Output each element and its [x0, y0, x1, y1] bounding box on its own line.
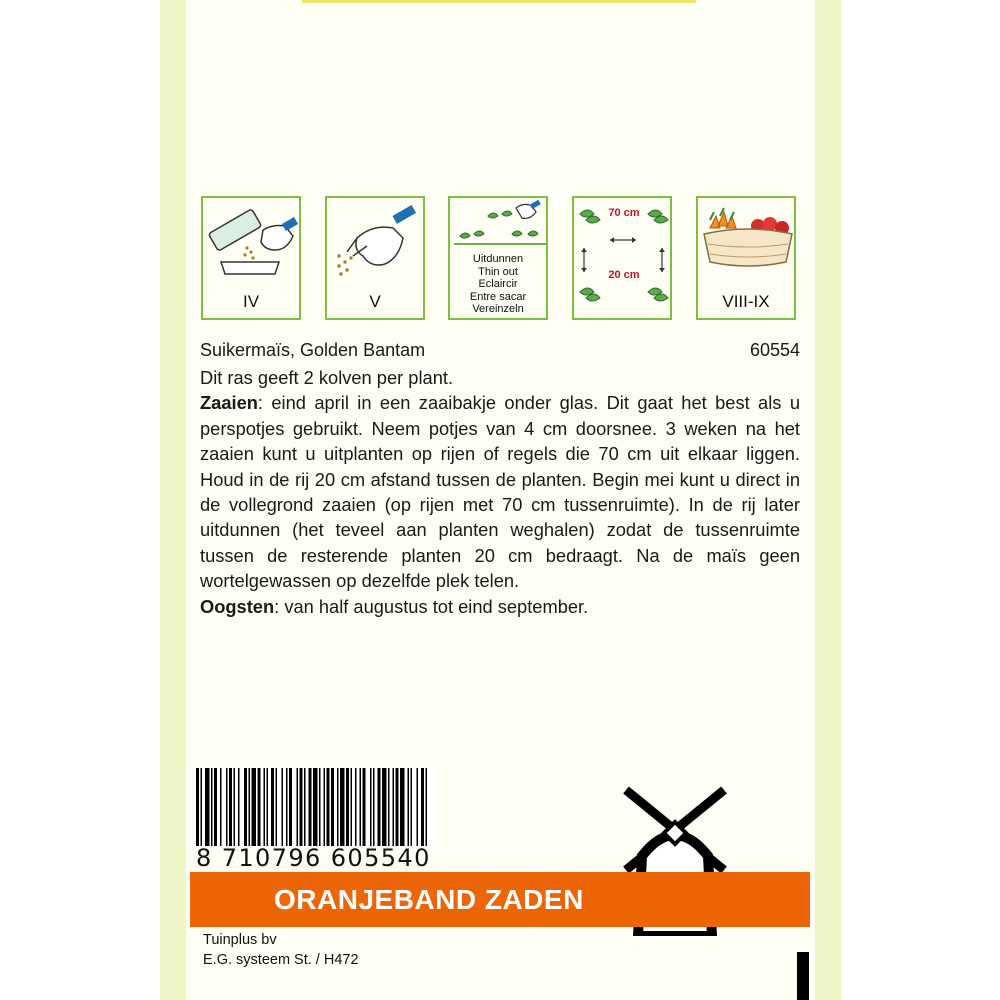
barcode-bar: [297, 768, 299, 846]
barcode-bar: [388, 768, 390, 846]
barcode-bar: [309, 768, 312, 846]
thin-out-label-fr: Eclaircir: [478, 278, 518, 291]
barcode-bar: [373, 768, 375, 846]
brand-strip: [190, 872, 810, 927]
barcode-bar: [211, 768, 213, 846]
barcode-bar: [304, 768, 306, 846]
row-distance-label: 70 cm: [608, 207, 640, 219]
barcode-bar: [319, 768, 321, 846]
barcode-bar: [313, 768, 318, 846]
barcode-digits: 8 710796 605540: [196, 844, 431, 872]
barcode-bar: [201, 768, 203, 846]
barcode-bar: [360, 768, 362, 846]
sowing-heading: Zaaien: [200, 392, 258, 414]
barcode-bar: [282, 768, 284, 846]
intro-text: Dit ras geeft 2 kolven per plant.: [200, 367, 454, 388]
sowing-tray-icon-box: [201, 196, 301, 320]
barcode-bar: [382, 768, 387, 846]
thin-out-label-nl: Uitdunnen: [472, 253, 524, 265]
barcode-bar: [196, 768, 199, 846]
barcode-bar: [396, 768, 399, 846]
barcode-bar: [346, 768, 349, 846]
barcode-bar: [267, 768, 269, 846]
barcode-bar: [264, 768, 266, 846]
barcode-bar: [226, 768, 228, 846]
brand-name: ORANJEBAND ZADEN: [274, 884, 584, 915]
barcode-bar: [393, 768, 395, 846]
growing-instructions: [200, 365, 800, 619]
sowing-hand-month-label: V: [369, 292, 381, 311]
barcode-bar: [249, 768, 251, 846]
barcode-bar: [289, 768, 292, 846]
barcode-bar: [258, 768, 261, 846]
product-title-row: [200, 340, 800, 361]
barcode-bar: [300, 768, 303, 846]
footer-code: E.G. systeem St. / H472: [203, 952, 359, 968]
barcode-bar: [411, 768, 413, 846]
barcode-bar: [378, 768, 381, 846]
plant-spacing-icon-box: [572, 196, 672, 320]
barcode-bar: [234, 768, 236, 846]
corner-print-mark: [797, 952, 809, 1000]
sowing-hand-icon-box: [325, 196, 425, 320]
sowing-text: : eind april in een zaaibakje onder glas. Dit gaat het best als u perspotjes gebruikt. Neem potjes van 4 cm doorsnee. 3 weken na het zaaien kunt u uitplanten op rijen of regels die 70 cm uit elkaar liggen. Houd in de rij 20 cm afstand tussen de planten. Begin mei kunt u direct in de vollegrond zaaien (op rijen met 70 cm tussenruimte). In de rij later uitdunnen (het teveel aan planten weghalen) zodat de tussenruimte tussen de resterende planten 20 cm bedraagt. Na de maïs geen wortelgewassen op dezelfde plek telen.: [200, 392, 800, 592]
right-side-band: [815, 0, 841, 1000]
barcode-bar: [327, 768, 330, 846]
barcode-bar: [286, 768, 288, 846]
barcode-bar: [220, 768, 222, 846]
product-title: Suikermaïs, Golden Bantam: [200, 340, 426, 360]
thin-out-label-de: Vereinzeln: [472, 303, 524, 316]
barcode-bar: [370, 768, 372, 846]
barcode-bar: [271, 768, 274, 846]
barcode-bar: [337, 768, 339, 846]
thin-out-label-es: Entre sacar: [469, 290, 527, 303]
barcode-bar: [408, 768, 410, 846]
barcode: [190, 768, 435, 846]
barcode-bar: [340, 768, 345, 846]
barcode-bar: [229, 768, 232, 846]
barcode-bar: [252, 768, 257, 846]
top-yellow-strip: [302, 0, 696, 3]
left-side-band: [160, 0, 186, 1000]
barcode-bar: [324, 768, 326, 846]
product-number: 60554: [749, 340, 800, 360]
barcode-bar: [426, 768, 428, 846]
sowing-month-label: IV: [242, 292, 260, 311]
thin-out-label-en: Thin out: [478, 265, 518, 278]
barcode-bar: [351, 768, 353, 846]
harvest-text: : van half augustus tot eind september.: [274, 595, 589, 617]
barcode-bar: [363, 768, 366, 846]
harvest-basket-icon-box: [696, 196, 796, 320]
thin-out-icon-box: [448, 196, 548, 320]
plant-spacing-icon: [574, 198, 674, 322]
barcode-bar: [331, 768, 334, 846]
barcode-bar: [421, 768, 424, 846]
barcode-bar: [276, 768, 278, 846]
barcode-bar: [214, 768, 217, 846]
harvest-heading: Oogsten: [200, 595, 275, 617]
barcode-bar: [417, 768, 419, 846]
harvest-month-label: VIII-IX: [722, 292, 770, 311]
thin-out-labels: [450, 253, 546, 316]
barcode-bar: [238, 768, 240, 846]
barcode-bar: [355, 768, 357, 846]
barcode-bar: [244, 768, 247, 846]
plant-distance-label: 20 cm: [608, 269, 640, 281]
footer-company: Tuinplus bv: [203, 932, 277, 948]
barcode-bar: [205, 768, 210, 846]
barcode-bar: [400, 768, 405, 846]
